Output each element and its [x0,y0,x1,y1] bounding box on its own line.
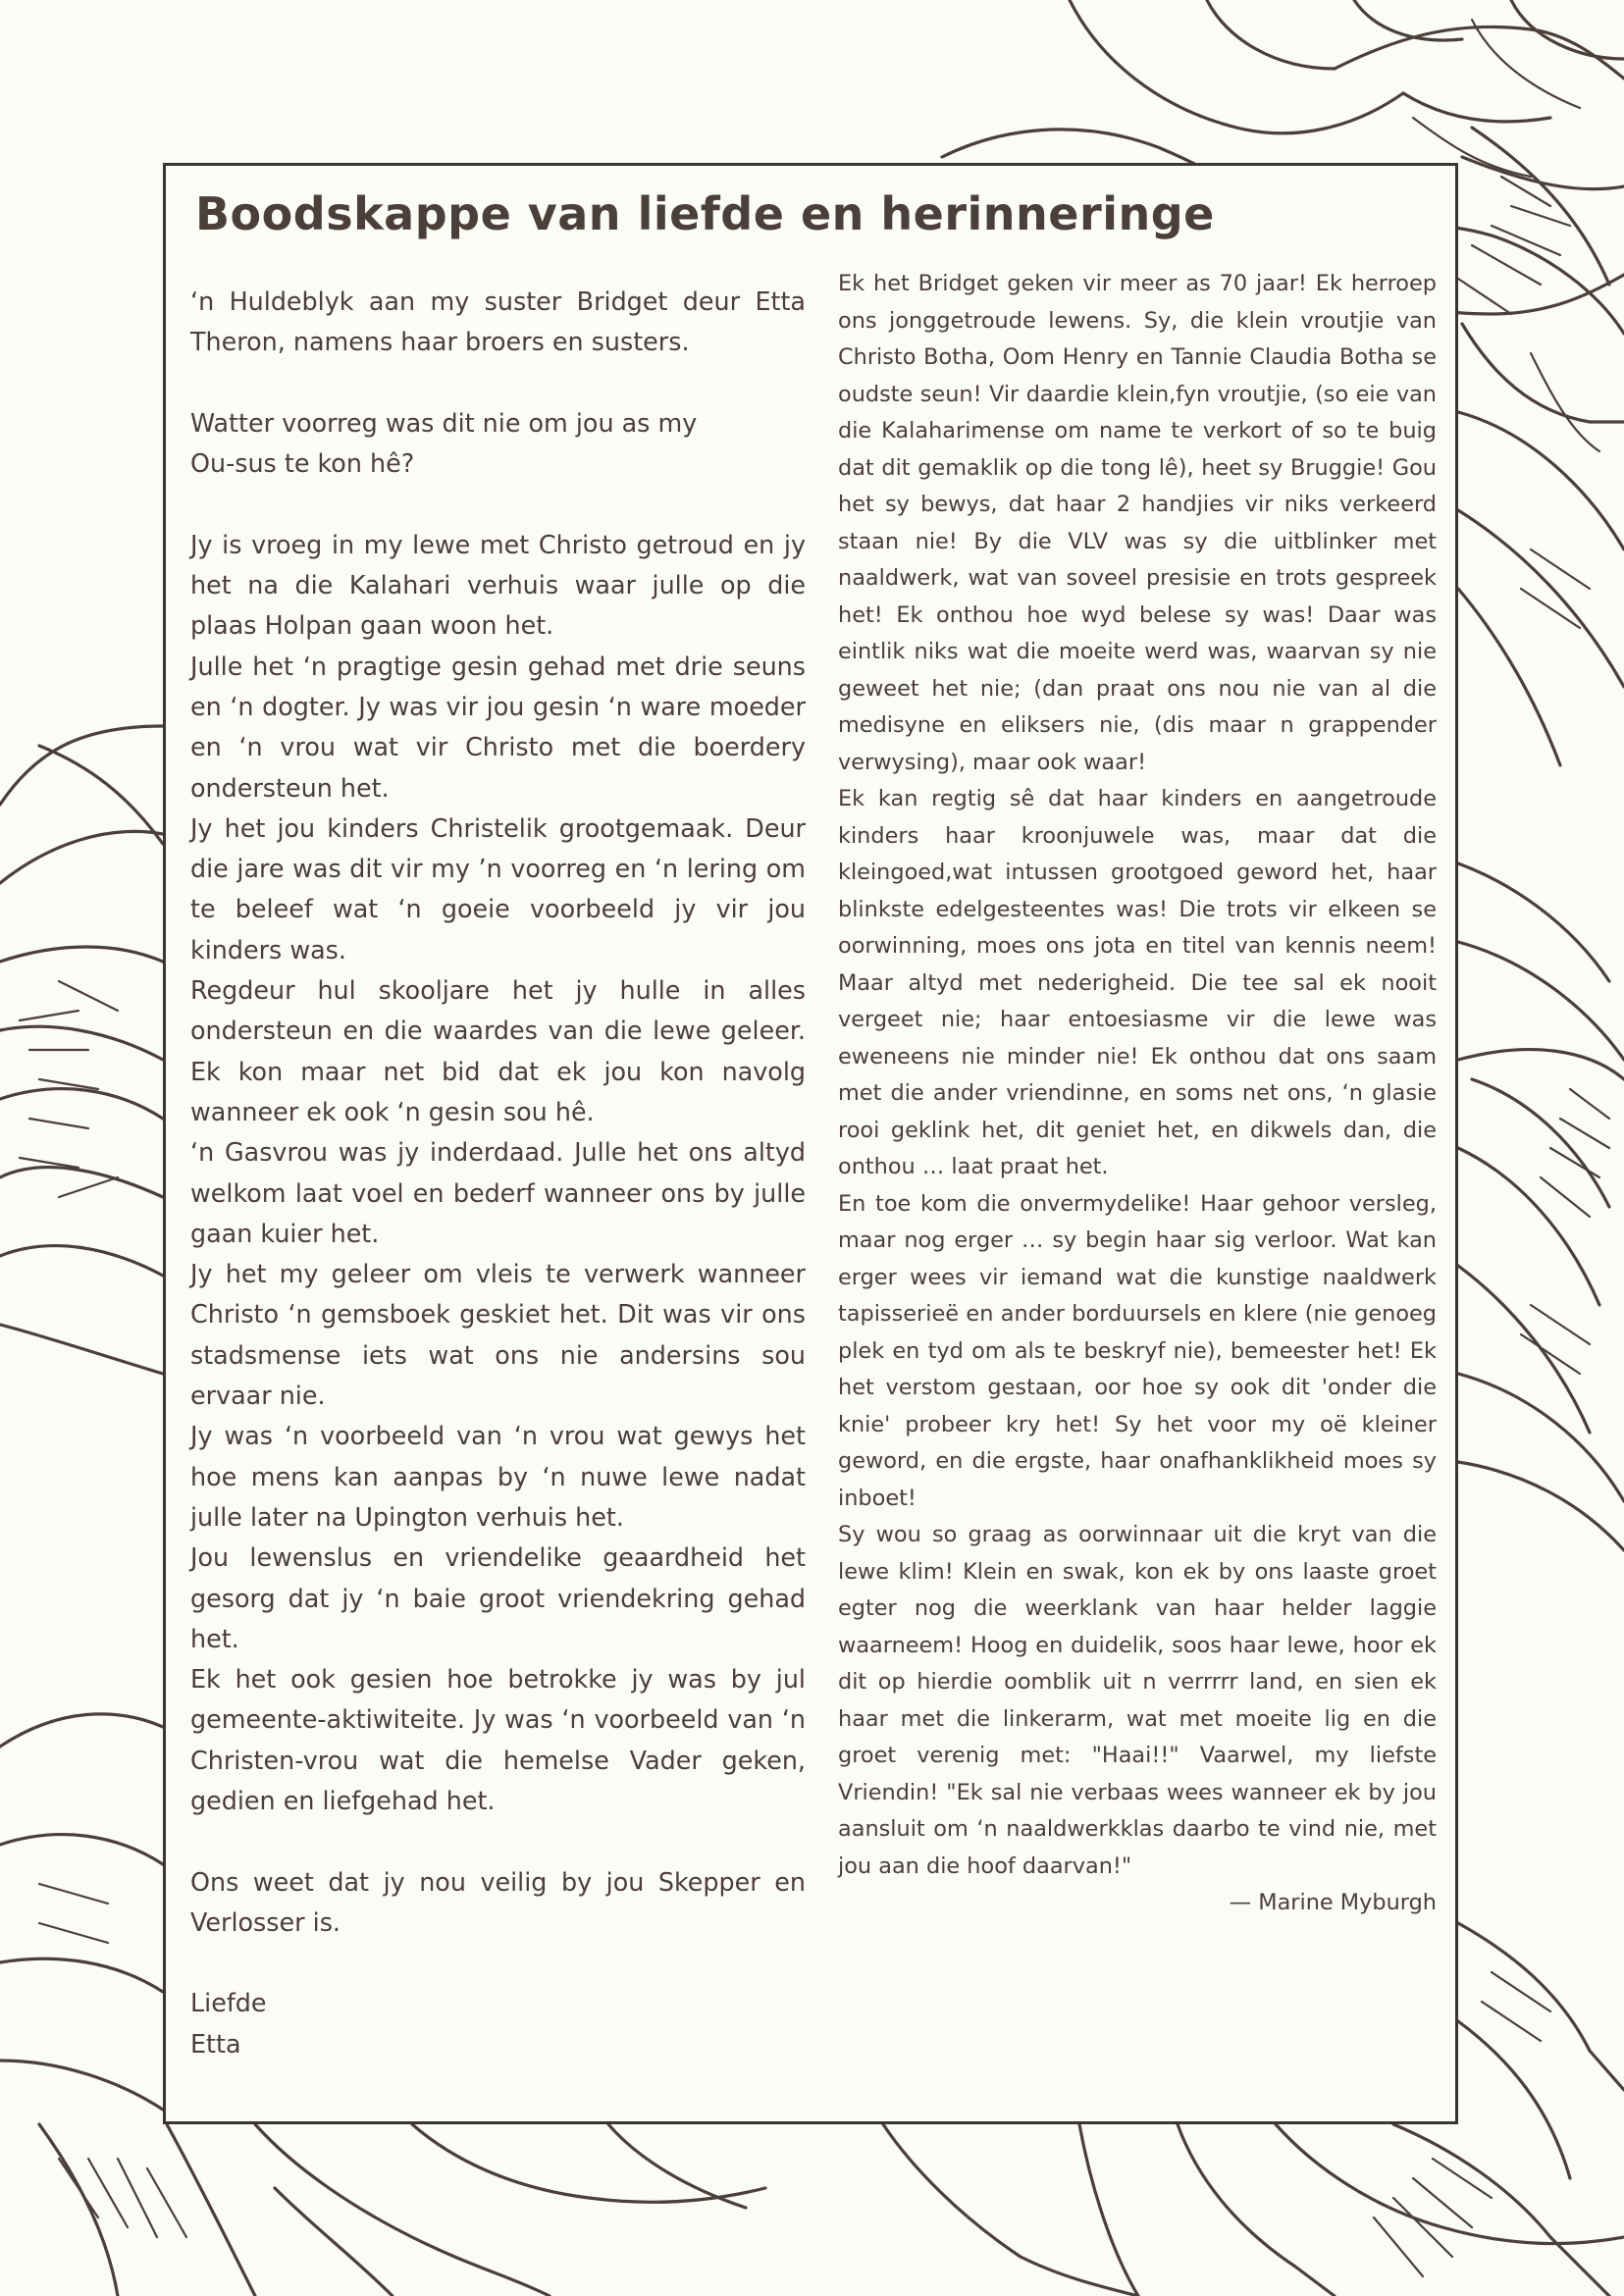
paragraph: Jy het my geleer om vleis te verwerk wanneer Christo ‘n gemsboek geskiet het. Dit was vir ons stadsmense iets wat ons nie andersins sou ervaar nie. [190,1259,806,1411]
flower-right-middle [1458,412,1624,1550]
tribute-intro: ‘n Huldeblyk aan my suster Bridget deur Etta Theron, namens haar broers en susters. [190,287,806,357]
article-title: Boodskappe van liefde en herinneringe [195,187,1215,240]
paragraph: Jou lewenslus en vriendelike geaardheid het gesorg dat jy ‘n baie groot vriendekring gehad het. [190,1542,806,1653]
question-line-2: Ou-sus te kon hê? [190,448,415,479]
left-column [190,282,806,2064]
paragraph: En toe kom die onvermydelike! Haar gehoor versleg, maar nog erger … sy begin haar sig verloor. Wat kan erger wees vir iemand wat die kunstige naaldwerk tapisserieë en ander borduursels en klere (nie genoeg plek en tyd om als te beskryf nie), bemeester het! Ek het verstom gestaan, oor hoe sy ook dit 'onder die knie' probeer kry het! Sy het voor my oë kleiner geword, en die ergste, haar onafhanklikheid moes sy inboet! [838,1190,1437,1511]
paragraph: Ek het Bridget geken vir meer as 70 jaar! Ek herroep ons jonggetroude lewens. Sy, die klein vroutjie van Christo Botha, Oom Henry en Tannie Claudia Botha se oudste seun! Vir daardie klein,fyn vroutjie, (so eie van die Kalaharimense om name te verkort of so te buig dat dit gemaklik op die tong lê), heet sy Bruggie! Gou het sy bewys, dat haar 2 handjies vir niks verkeerd staan nie! By die VLV was sy die uitblinker met naaldwerk, wat van soveel presisie en trots gespreek het! Ek onthou hoe wyd belese sy was! Daar was eintlik niks wat die moeite werd was, waarvan sy nie geweet het nie; (dan praat ons nou nie van al die medisyne en eliksers nie, (dis maar n grappender verwysing), maar ook waar! [838,271,1437,775]
paragraph: Regdeur hul skooljare het jy hulle in alles ondersteun en die waardes van die lewe geleer. Ek kon maar net bid dat ek jou kon navolg wanneer ek ook ‘n gesin sou hê. [190,975,806,1126]
question-line-1: Watter voorreg was dit nie om jou as my [190,407,698,438]
paragraph: Ek het ook gesien hoe betrokke jy was by jul gemeente-aktiwiteite. Jy was ‘n voorbeeld van ‘n Christen-vrou wat die hemelse Vader geken, gedien en liefgehad het. [190,1664,806,1815]
attribution: — Marine Myburgh [1229,1890,1437,1915]
paragraph: Jy het jou kinders Christelik grootgemaak. Deur die jare was dit vir my ’n voorreg en ‘n lering om te beleef wat ‘n goeie voorbeeld jy vir jou kinders was. [190,812,806,965]
article-panel [163,163,1458,2124]
paragraph: Sy wou so graag as oorwinnaar uit die kryt van die lewe klim! Klein en swak, kon ek by ons laaste groet egter nog die weerklank van haar helder laggie waarneem! Hoog en duidelik, soos haar lewe, hoor ek dit op hierdie oomblik uit n verrrrr land, en sien ek haar met die linkerarm, wat met moeite lig en die groet verenig met: "Haai!!" Vaarwel, my liefste Vriendin! "Ek sal nie verbaas wees wanneer ek by jou aansluit om ‘n naaldwerkklas daarbo te vind nie, met jou aan die hoof daarvan!" [838,1522,1437,1879]
paragraph: Jy is vroeg in my lewe met Christo getroud en jy het na die Kalahari verhuis waar julle op die plaas Holpan gaan woon het. [190,529,806,641]
paragraph: Jy was ‘n voorbeeld van ‘n vrou wat gewys het hoe mens kan aanpas by ‘n nuwe lewe nadat julle later na Upington verhuis het. [190,1421,806,1532]
sign-off: Liefde [190,1988,267,2018]
signature: Etta [190,2028,241,2059]
right-column [838,266,1437,1922]
paragraph: ‘n Gasvrou was jy inderdaad. Julle het ons altyd welkom laat voel en bederf wanneer ons by julle gaan kuier het. [190,1137,806,1248]
paragraph: Ek kan regtig sê dat haar kinders en aangetroude kinders haar kroonjuwele was, maar dat die kleingoed,wat intussen grootgoed geword het, haar blinkste edelgesteentes was! Die trots vir elkeen se oorwinning, moes ons jota en titel van kennis neem! Maar altyd met nederigheid. Die tee sal ek nooit vergeet nie; haar entoesiasme vir die lewe was eweneens nie minder nie! Ek onthou dat ons saam met die ander vriendinne, en soms net ons, ‘n glasie rooi geklink het, dit geniet het, en dikwels dan, die onthou … laat praat het. [838,786,1437,1179]
closing-paragraph: Ons weet dat jy nou veilig by jou Skepper en Verlosser is. [190,1866,806,1937]
paragraph: Julle het ‘n pragtige gesin gehad met drie seuns en ‘n dogter. Jy was vir jou gesin ‘n ware moeder en ‘n vrou wat vir Christo met die boerdery ondersteun het. [190,651,806,803]
